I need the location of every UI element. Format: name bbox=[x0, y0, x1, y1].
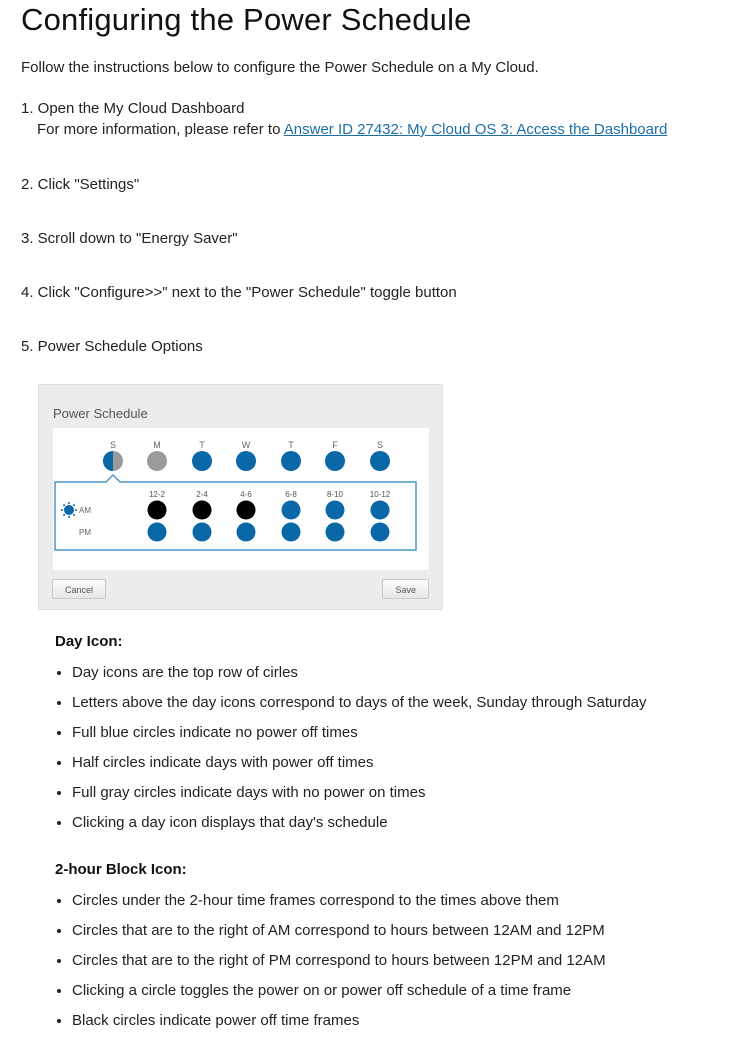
am-block-circle[interactable] bbox=[237, 501, 256, 520]
block-icon-heading: 2-hour Block Icon: bbox=[55, 861, 187, 878]
pm-block-circle[interactable] bbox=[148, 523, 167, 542]
time-block-label: 6-8 bbox=[285, 490, 297, 499]
pm-block-circle[interactable] bbox=[193, 523, 212, 542]
day-circle[interactable] bbox=[325, 451, 345, 471]
step-3: 3. Scroll down to "Energy Saver" bbox=[21, 230, 238, 247]
dashboard-answer-link[interactable]: Answer ID 27432: My Cloud OS 3: Access the Dashboard bbox=[283, 121, 668, 138]
day-icon-bullet: • Half circles indicate days with power off times bbox=[72, 752, 647, 782]
sun-ray bbox=[63, 514, 65, 516]
schedule-graphic bbox=[53, 428, 429, 570]
day-circle[interactable] bbox=[192, 451, 212, 471]
pm-label: PM bbox=[79, 528, 91, 537]
sun-ray bbox=[75, 509, 77, 511]
day-icon-heading: Day Icon: bbox=[55, 633, 123, 650]
day-letter: W bbox=[241, 440, 251, 450]
day-letter: F bbox=[332, 440, 338, 450]
page-title: Configuring the Power Schedule bbox=[21, 2, 472, 37]
save-button[interactable]: Save bbox=[382, 579, 429, 599]
step-1-text: 1. Open the My Cloud Dashboard bbox=[21, 100, 245, 117]
cancel-button[interactable]: Cancel bbox=[52, 579, 106, 599]
day-circle[interactable] bbox=[147, 451, 167, 471]
day-icon-bullet: • Clicking a day icon displays that day's schedule bbox=[72, 812, 647, 842]
day-circle[interactable] bbox=[370, 451, 390, 471]
intro-text: Follow the instructions below to configure the Power Schedule on a My Cloud. bbox=[21, 59, 539, 76]
am-label: AM bbox=[79, 506, 91, 515]
step-2: 2. Click "Settings" bbox=[21, 176, 140, 193]
day-letter: T bbox=[199, 440, 205, 450]
time-block-label: 4-6 bbox=[240, 490, 252, 499]
pm-block-circle[interactable] bbox=[237, 523, 256, 542]
pm-block-circle[interactable] bbox=[282, 523, 301, 542]
step-1-sub-prefix: For more information, please refer to bbox=[37, 121, 284, 138]
am-block-circle[interactable] bbox=[148, 501, 167, 520]
day-letter: S bbox=[109, 440, 117, 450]
day-letter: S bbox=[376, 440, 384, 450]
power-schedule-panel bbox=[38, 384, 443, 610]
block-icon-bullet: • Circles under the 2-hour time frames correspond to the times above them bbox=[72, 890, 606, 920]
time-block-frame bbox=[55, 475, 416, 550]
am-block-circle[interactable] bbox=[193, 501, 212, 520]
sun-ray bbox=[73, 514, 75, 516]
sun-ray bbox=[73, 504, 75, 506]
am-block-circle[interactable] bbox=[326, 501, 345, 520]
block-icon-bullet: • Circles that are to the right of PM correspond to hours between 12PM and 12AM bbox=[72, 950, 606, 980]
time-block-label: 12-2 bbox=[148, 490, 166, 499]
step-1-sub bbox=[21, 121, 667, 138]
step-1 bbox=[21, 100, 667, 138]
pm-block-circle[interactable] bbox=[326, 523, 345, 542]
day-letter: T bbox=[288, 440, 294, 450]
day-half-fill bbox=[103, 451, 113, 471]
day-icon-bullet: • Letters above the day icons correspond to days of the week, Sunday through Saturday bbox=[72, 692, 647, 722]
pm-block-circle[interactable] bbox=[371, 523, 390, 542]
day-circle[interactable] bbox=[236, 451, 256, 471]
day-icon-bullet: • Full blue circles indicate no power off times bbox=[72, 722, 647, 752]
block-icon-list bbox=[52, 890, 606, 1040]
sun-ray bbox=[63, 504, 65, 506]
day-icon-bullet: • Day icons are the top row of cirles bbox=[72, 662, 647, 692]
day-letter: M bbox=[153, 440, 161, 450]
step-5: 5. Power Schedule Options bbox=[21, 338, 203, 355]
time-block-label: 8-10 bbox=[326, 490, 344, 499]
block-icon-bullet: • Black circles indicate power off time frames bbox=[72, 1010, 606, 1040]
sun-ray bbox=[68, 502, 70, 504]
time-block-label: 10-12 bbox=[369, 490, 391, 499]
step-4: 4. Click "Configure>>" next to the "Power Schedule" toggle button bbox=[21, 284, 457, 301]
day-icon-bullet: • Full gray circles indicate days with no power on times bbox=[72, 782, 647, 812]
time-block-label: 2-4 bbox=[196, 490, 208, 499]
am-block-circle[interactable] bbox=[371, 501, 390, 520]
sun-ray bbox=[68, 516, 70, 518]
block-icon-bullet: • Circles that are to the right of AM correspond to hours between 12AM and 12PM bbox=[72, 920, 606, 950]
schedule-area bbox=[53, 428, 429, 570]
day-circle[interactable] bbox=[281, 451, 301, 471]
sun-icon bbox=[64, 505, 74, 515]
am-block-circle[interactable] bbox=[282, 501, 301, 520]
block-icon-bullet: • Clicking a circle toggles the power on or power off schedule of a time frame bbox=[72, 980, 606, 1010]
sun-ray bbox=[61, 509, 63, 511]
panel-title: Power Schedule bbox=[53, 406, 148, 421]
day-icon-list bbox=[52, 662, 647, 842]
